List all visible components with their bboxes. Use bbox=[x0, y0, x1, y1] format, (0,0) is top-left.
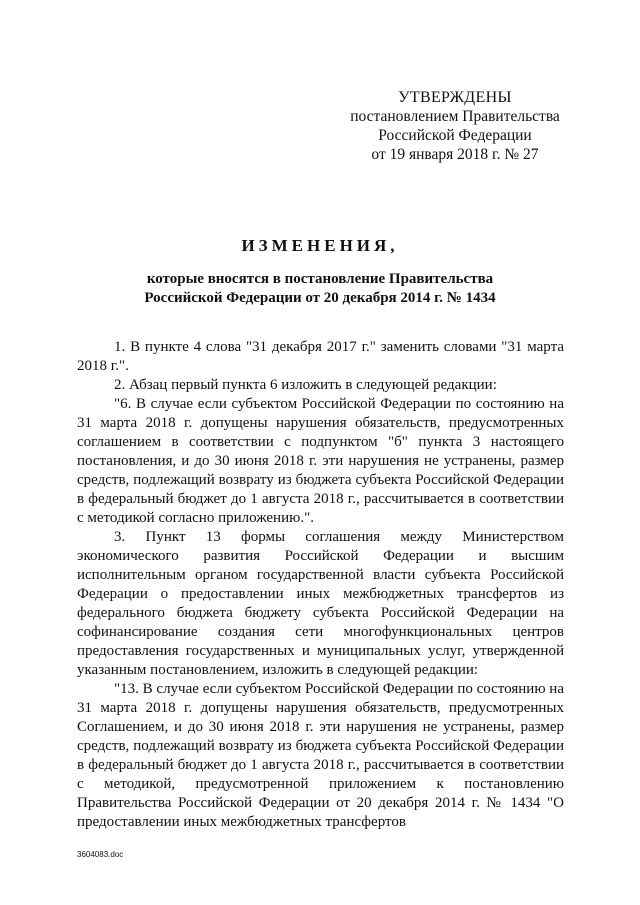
paragraph: "6. В случае если субъектом Российской Федерации по состоянию на 31 марта 2018 г. допущены нарушения обязательств, предусмотренных соглашением в соответствии с подпунктом "б" пункта 3 настоящего постановления, и до 30 июня 2018 г. эти нарушения не устранены, размер средств, подлежащий возврату из бюджета субъекта Российской Федерации в федеральный бюджет до 1 августа 2018 г., рассчитывается в соответствии с методикой согласно приложению.". bbox=[77, 396, 564, 526]
paragraph: "13. В случае если субъектом Российской Федерации по состоянию на 31 марта 2018 г. допущены нарушения обязательств, предусмотренных Соглашением, и до 30 июня 2018 г. эти нарушения не устранены, размер средств, подлежащий возврату из бюджета субъекта Российской Федерации в федеральный бюджет до 1 августа 2018 г., рассчитывается в соответствии с методикой, предусмотренной приложением к постановлению Правительства Российской Федерации от 20 декабря 2014 г. № 1434 "О предоставлении иных межбюджетных трансфертов bbox=[77, 681, 564, 830]
approval-block bbox=[340, 88, 570, 164]
heading-title: ИЗМЕНЕНИЯ, bbox=[241, 236, 399, 255]
approval-title: УТВЕРЖДЕНЫ bbox=[398, 89, 512, 106]
document-body bbox=[77, 338, 564, 832]
paragraph: 1. В пункте 4 слова "31 декабря 2017 г." заменить словами "31 марта 2018 г.". bbox=[77, 339, 564, 374]
heading-subtitle-line: которые вносятся в постановление Правительства bbox=[146, 271, 494, 287]
approval-line: постановлением Правительства bbox=[350, 108, 560, 125]
paragraph: 3. Пункт 13 формы соглашения между Министерством экономического развития Российской Федерации и высшим исполнительным органом государственной власти субъекта Российской Федерации о предоставлении иных межбюджетных трансфертов из федерального бюджета бюджету субъекта Российской Федерации на софинансирование создания сети многофункциональных центров предоставления государственных и муниципальных услуг, утвержденной указанным постановлением, изложить в следующей редакции: bbox=[77, 529, 564, 678]
approval-line: Российской Федерации bbox=[378, 127, 532, 144]
file-name-footer: 3604083.doc bbox=[77, 850, 124, 859]
heading-subtitle-line: Российской Федерации от 20 декабря 2014 г. № 1434 bbox=[144, 290, 496, 306]
paragraph: 2. Абзац первый пункта 6 изложить в следующей редакции: bbox=[114, 377, 497, 393]
approval-date-line: от 19 января 2018 г. № 27 bbox=[371, 146, 539, 163]
document-heading bbox=[0, 236, 640, 308]
